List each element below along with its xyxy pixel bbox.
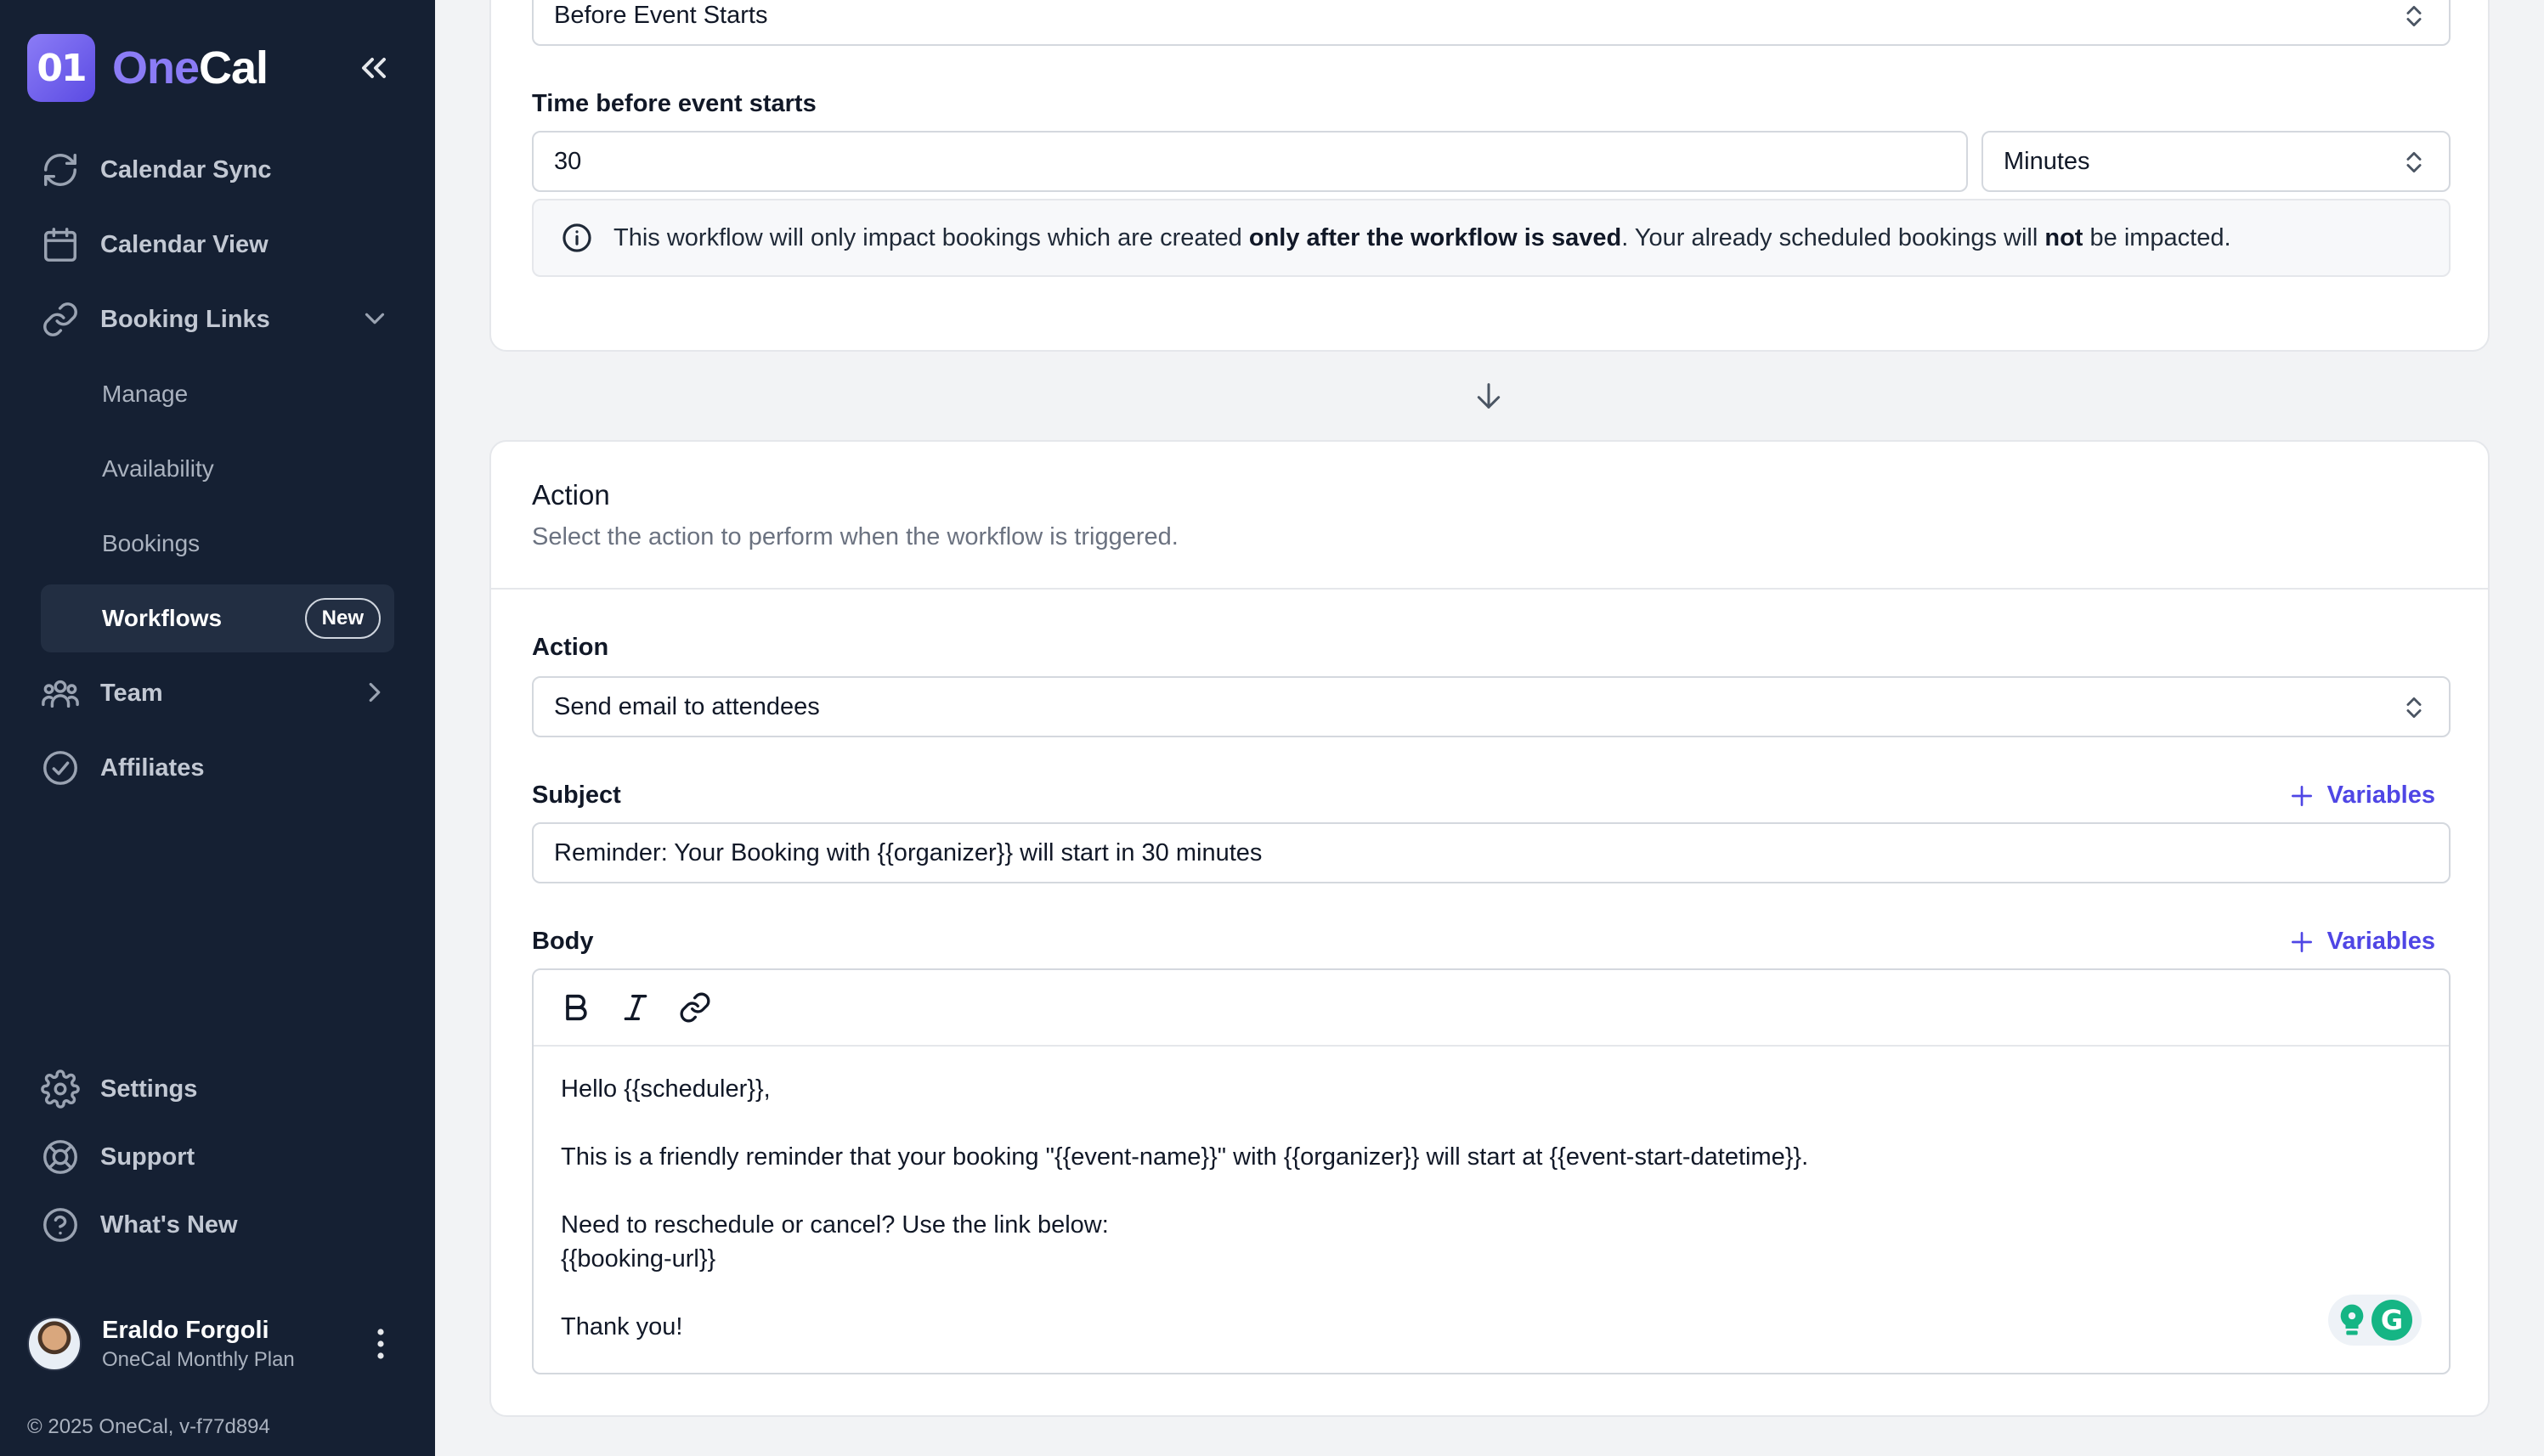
- action-label: Action: [532, 634, 609, 661]
- sidebar-item-label: Affiliates: [100, 753, 205, 782]
- info-icon: [561, 222, 593, 254]
- italic-button[interactable]: [617, 989, 654, 1026]
- sidebar-item-label: Team: [100, 679, 163, 707]
- action-select[interactable]: [532, 676, 2451, 737]
- sidebar-item-calendar-sync[interactable]: [41, 136, 394, 204]
- grammarly-logo-icon: G: [2372, 1300, 2412, 1340]
- more-vertical-icon: [360, 1323, 401, 1364]
- action-card-title: Action: [532, 479, 610, 511]
- info-text-part3: be impacted.: [2083, 223, 2231, 251]
- sidebar-item-label: Calendar View: [100, 230, 269, 258]
- divider: [491, 588, 2488, 590]
- chevron-up-down-icon: [2400, 148, 2428, 177]
- body-line: {{booking-url}}: [561, 1245, 716, 1273]
- link-button[interactable]: [676, 989, 714, 1026]
- user-info: [102, 1317, 295, 1372]
- trigger-timing-select[interactable]: [532, 0, 2451, 46]
- sidebar-item-team[interactable]: [41, 659, 394, 727]
- sidebar-item-booking-links[interactable]: [41, 285, 394, 353]
- sidebar: [0, 0, 435, 1456]
- sidebar-item-affiliates[interactable]: [41, 734, 394, 802]
- subject-value: Reminder: Your Booking with {{organizer}} will start in 30 minutes: [554, 838, 1263, 866]
- grammarly-widget[interactable]: [2328, 1295, 2422, 1346]
- info-text-bold2: not: [2044, 223, 2083, 251]
- sidebar-item-label: Support: [100, 1143, 195, 1171]
- user-profile[interactable]: [27, 1313, 408, 1374]
- user-name: Eraldo Forgoli: [102, 1316, 269, 1344]
- body-line: Hello {{scheduler}},: [561, 1075, 771, 1103]
- app-name: [112, 42, 268, 94]
- italic-icon: [619, 990, 653, 1024]
- sidebar-subitem-label: Availability: [102, 455, 214, 482]
- subject-input[interactable]: [532, 822, 2451, 883]
- trigger-timing-value: Before Event Starts: [554, 1, 768, 29]
- sidebar-item-label: Settings: [100, 1075, 198, 1103]
- plus-icon: [2288, 782, 2315, 810]
- sidebar-item-label: Booking Links: [100, 305, 270, 333]
- action-card: [489, 440, 2490, 1417]
- chevron-up-down-icon: [2400, 693, 2428, 722]
- info-text-part1: This workflow will only impact bookings which are created: [613, 223, 1249, 251]
- info-text-bold1: only after the workflow is saved: [1248, 223, 1622, 251]
- body-line: [561, 1106, 1808, 1140]
- body-line: Need to reschedule or cancel? Use the link below:: [561, 1211, 1109, 1239]
- user-plan: OneCal Monthly Plan: [102, 1347, 295, 1371]
- action-card-subtitle: Select the action to perform when the workflow is triggered.: [532, 523, 1179, 550]
- sidebar-subitem-manage[interactable]: [41, 360, 394, 428]
- sidebar-item-label: What's New: [100, 1211, 238, 1239]
- subject-variables-button[interactable]: [2288, 782, 2435, 810]
- body-line: Thank you!: [561, 1313, 683, 1340]
- calendar-icon: [41, 225, 80, 264]
- body-line: [561, 1174, 1808, 1208]
- action-value: Send email to attendees: [554, 692, 820, 720]
- app-logo[interactable]: [27, 34, 268, 102]
- body-label: Body: [532, 928, 594, 955]
- sidebar-item-settings[interactable]: [41, 1055, 394, 1123]
- variables-label: Variables: [2326, 928, 2435, 955]
- chevrons-left-icon: [353, 48, 394, 88]
- chevron-right-icon: [359, 676, 391, 708]
- copyright: © 2025 OneCal, v-f77d894: [27, 1415, 270, 1438]
- sidebar-item-calendar-view[interactable]: [41, 211, 394, 279]
- editor-toolbar: [534, 970, 2449, 1047]
- bold-icon: [559, 990, 593, 1024]
- info-text: [613, 224, 2231, 252]
- lightbulb-icon: [2338, 1303, 2366, 1337]
- time-value-input[interactable]: [532, 131, 1968, 192]
- new-badge: New: [305, 598, 381, 639]
- collapse-sidebar-button[interactable]: [353, 48, 394, 88]
- app-name-part2: Cal: [199, 42, 269, 93]
- sidebar-item-whats-new[interactable]: [41, 1191, 394, 1259]
- subject-label: Subject: [532, 782, 621, 809]
- body-line: [561, 1276, 1808, 1310]
- user-menu-button[interactable]: [360, 1323, 401, 1364]
- info-callout: [532, 199, 2451, 277]
- body-variables-button[interactable]: [2288, 928, 2435, 956]
- sync-icon: [41, 150, 80, 189]
- logo-mark-icon: 01: [27, 34, 95, 102]
- sidebar-subitem-availability[interactable]: [41, 435, 394, 503]
- app-name-part1: One: [112, 42, 200, 93]
- sidebar-subitem-label: Bookings: [102, 530, 201, 556]
- check-circle-icon: [41, 748, 80, 787]
- time-unit-select[interactable]: [1981, 131, 2451, 192]
- variables-label: Variables: [2326, 782, 2435, 809]
- sidebar-subitem-label: Manage: [102, 381, 189, 407]
- time-value: 30: [554, 147, 582, 175]
- avatar: [27, 1317, 82, 1371]
- gear-icon: [41, 1069, 80, 1109]
- sidebar-subitem-bookings[interactable]: [41, 510, 394, 578]
- plus-icon: [2288, 928, 2315, 956]
- link-icon: [678, 990, 712, 1024]
- help-circle-icon: [41, 1205, 80, 1244]
- chevron-up-down-icon: [2400, 2, 2428, 31]
- sidebar-subitem-workflows[interactable]: [41, 584, 394, 652]
- arrow-down-icon: [1472, 379, 1506, 413]
- time-unit-value: Minutes: [2004, 147, 2090, 175]
- sidebar-item-support[interactable]: [41, 1123, 394, 1191]
- link-icon: [41, 300, 80, 339]
- bold-button[interactable]: [557, 989, 595, 1026]
- time-before-label: Time before event starts: [532, 90, 817, 117]
- sidebar-subitem-label: Workflows: [102, 605, 223, 631]
- body-line: This is a friendly reminder that your booking "{{event-name}}" with {{organizer}} will start at {{event-start-datetime}}.: [561, 1143, 1809, 1171]
- editor-content[interactable]: [561, 1072, 1808, 1344]
- lifebuoy-icon: [41, 1137, 80, 1177]
- chevron-down-icon: [359, 302, 391, 335]
- body-editor[interactable]: [532, 968, 2451, 1374]
- info-text-part2: . Your already scheduled bookings will: [1621, 223, 2045, 251]
- sidebar-item-label: Calendar Sync: [100, 155, 272, 183]
- team-icon: [41, 674, 80, 713]
- trigger-card: [489, 0, 2490, 352]
